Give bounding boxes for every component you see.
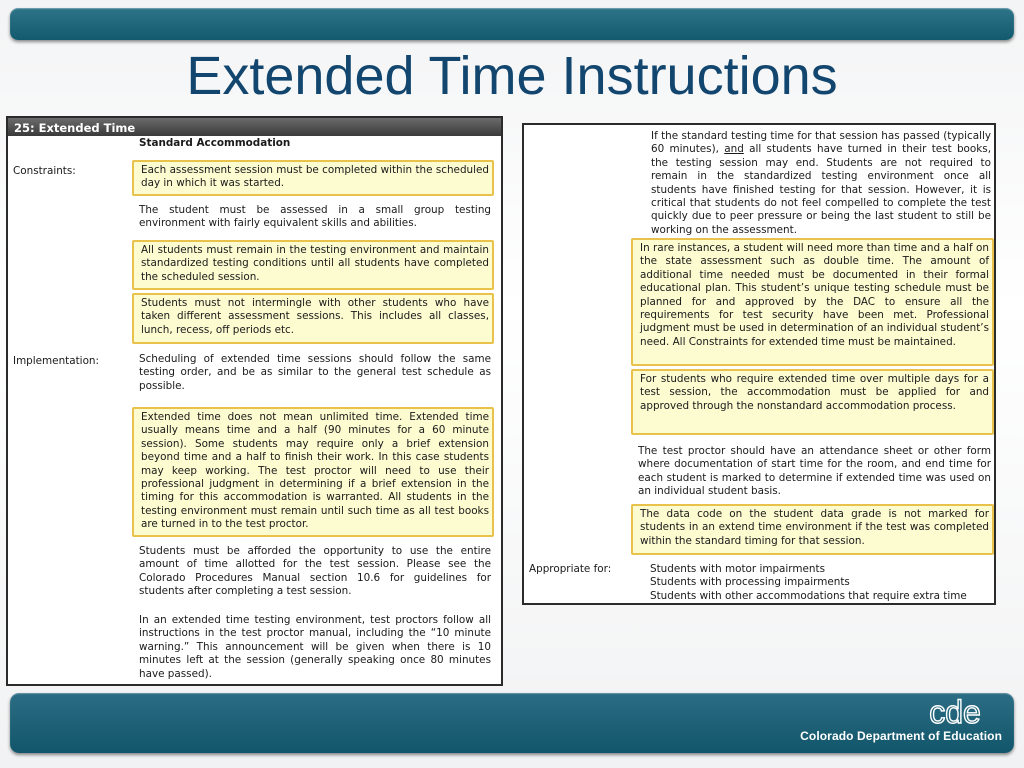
constraint-block: Each assessment session must be completed within the scheduled day in which it was started. xyxy=(132,160,494,196)
constraint-block: All students must remain in the testing environment and maintain standardized testing conditions until all students have completed the scheduled session. xyxy=(132,240,494,290)
implementation-block: The test proctor should have an attendance sheet or other form where documentation of start time for the room, and end time for each student is marked to determine if extended time was used on an individual student basis. xyxy=(638,445,991,498)
logo-text: cde xyxy=(929,697,981,727)
top-banner xyxy=(10,8,1014,40)
constraints-label: Constraints: xyxy=(13,165,76,177)
implementation-block: Scheduling of extended time sessions should follow the same testing order, and be as similar to the general test schedule as possible. xyxy=(139,353,491,392)
implementation-block: In an extended time testing environment, test proctors follow all instructions in the test proctor manual, including the “10 minute warning.” This announcement will be given when there is 10 minutes left at the session (generally speaking once 80 minutes have passed). xyxy=(139,614,491,680)
implementation-block: If the standard testing time for that session has passed (typically 60 minutes), and all students have turned in their test books, the testing session may end. Students are not required to remain in the standardized testing environment once all students have finished testing for that session. However, it is critical that students do not feel compelled to complete the test quickly due to peer pressure or being the last student to still be working on the assessment. xyxy=(651,130,991,236)
slide-title: Extended Time Instructions xyxy=(186,46,838,106)
bottom-banner xyxy=(10,693,1014,753)
subheading: Standard Accommodation xyxy=(139,137,291,149)
cde-logo xyxy=(914,697,996,727)
list-item: Students with other accommodations that require extra time xyxy=(650,589,967,602)
implementation-block: Students must be afforded the opportunity to use the entire amount of time allotted for the test session. Please see the Colorado Procedures Manual section 10.6 for guidelines for students after completing a test session. xyxy=(139,545,491,598)
implementation-block: For students who require extended time over multiple days for a test session, the accommodation must be applied for and approved through the nonstandard accommodation process. xyxy=(631,369,994,435)
list-item: Students with motor impairments xyxy=(650,563,825,575)
extended-time-table-left xyxy=(6,116,503,686)
extended-time-table-right xyxy=(522,123,996,605)
constraint-block: Students must not intermingle with other students who have taken different assessment sessions. This includes all classes, lunch, recess, off periods etc. xyxy=(132,293,494,344)
implementation-label: Implementation: xyxy=(13,355,100,367)
section-header: 25: Extended Time xyxy=(8,118,501,136)
appropriate-for-label: Appropriate for: xyxy=(529,563,612,575)
organization-name: Colorado Department of Education xyxy=(800,729,1002,743)
implementation-block: Extended time does not mean unlimited time. Extended time usually means time and a half (90 minutes for a 60 minute session). Some students may require only a brief extension beyond time and a half to finish their work. In this case students may keep working. The test proctor will need to use their professional judgment in determining if a brief extension in the timing for this accommodation is warranted. All students in the testing environment must remain until such time as all test books are turned in to the test proctor. xyxy=(132,407,494,537)
implementation-block: In rare instances, a student will need more than time and a half on the state assessment such as double time. The amount of additional time needed must be documented in their formal educational plan. This student’s unique testing schedule must be planned for and approved by the DAC to ensure all the requirements for test security have been met. Professional judgment must be used in determination of an individual student’s need. All Constraints for extended time must be maintained. xyxy=(631,238,994,366)
constraint-block: The student must be assessed in a small group testing environment with fairly equivalent skills and abilities. xyxy=(139,204,491,230)
implementation-block: The data code on the student data grade is not marked for students in an extend time environment if the test was completed within the standard timing for that session. xyxy=(631,504,994,555)
appropriate-for-list xyxy=(650,563,967,603)
list-item: Students with processing impairments xyxy=(650,576,850,589)
